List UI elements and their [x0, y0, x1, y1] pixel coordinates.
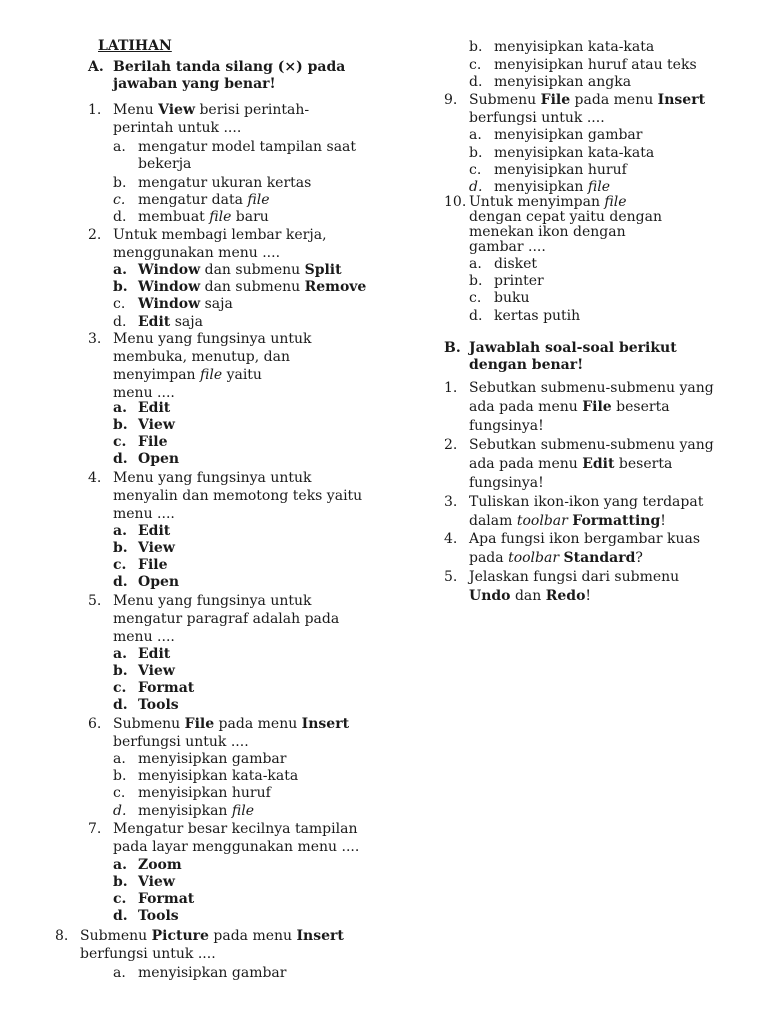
page-title: LATIHAN	[98, 38, 172, 54]
